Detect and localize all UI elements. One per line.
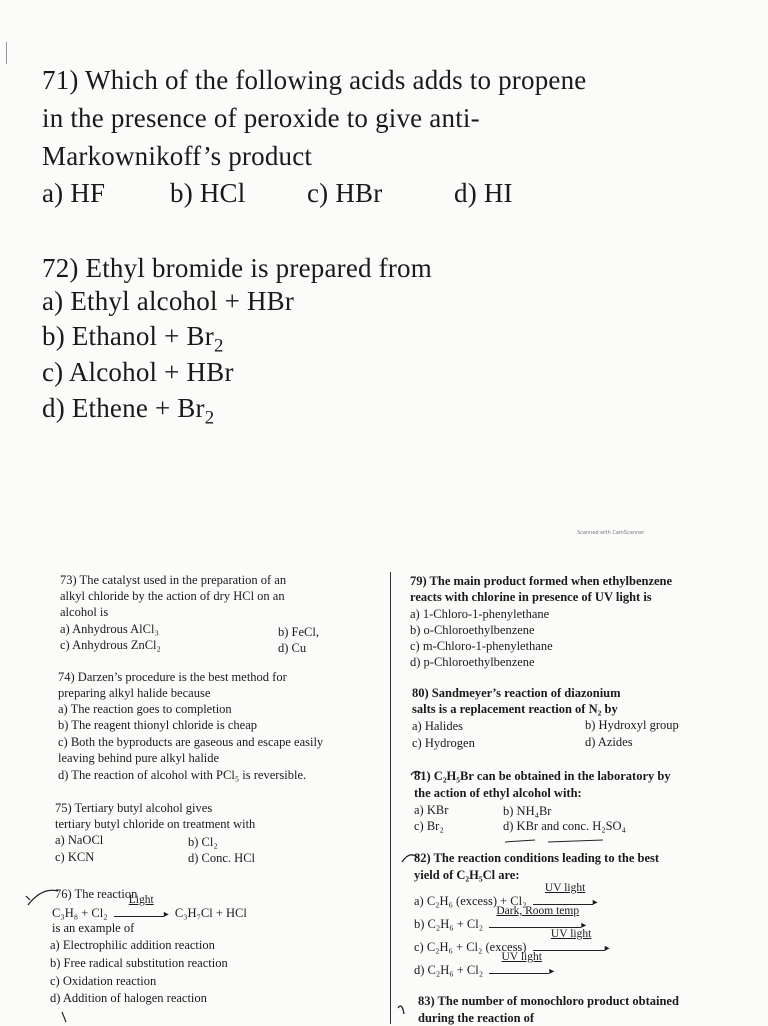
q75-option-c: c) KCN xyxy=(55,850,95,864)
q82-option-d: d) C₂H₆ + Cl₂ UV light ▸ xyxy=(414,962,557,980)
pen-mark-q81-underline xyxy=(505,840,535,842)
q76-line1: 76) The reaction xyxy=(55,887,138,901)
q75-option-d: d) Conc. HCl xyxy=(188,851,256,865)
q75-option-b: b) Cl₂ xyxy=(188,835,218,849)
q74-option-b: b) The reagent thionyl chloride is cheap xyxy=(58,718,258,732)
q82-option-b: b) C₂H₆ + Cl₂ Dark, Room temp ▸ xyxy=(414,916,589,934)
pen-mark-q76 xyxy=(28,890,58,905)
q82-line1: 82) The reaction conditions leading to the best xyxy=(414,851,660,865)
q72-title: 72) Ethyl bromide is prepared from xyxy=(42,253,432,283)
q76-line3: is an example of xyxy=(52,921,135,935)
q79-line2: reacts with chlorine in presence of UV light is xyxy=(410,590,652,604)
q73-option-a: a) Anhydrous AlCl₃ xyxy=(60,622,159,636)
reaction-arrow-icon: UV light ▸ xyxy=(533,893,598,911)
q71-line3: Markownikoff’s product xyxy=(42,141,313,171)
q79-option-a: a) 1-Chloro-1-phenylethane xyxy=(410,607,550,621)
q73-line3: alcohol is xyxy=(60,605,109,619)
pen-mark-q76-bullet xyxy=(26,896,30,900)
reaction-arrow-icon: UV light ▸ xyxy=(533,939,610,957)
q74-line1: 74) Darzen’s procedure is the best method for xyxy=(58,670,287,684)
q83-line2: during the reaction of xyxy=(418,1011,535,1025)
pen-mark-q81-underline-2 xyxy=(548,840,603,842)
q81-line2: the action of ethyl alcohol with: xyxy=(414,786,582,800)
pen-mark-q81 xyxy=(411,771,421,775)
q81-option-b: b) NH₄Br xyxy=(503,804,552,818)
q72-option-b: b) Ethanol + $Br_2$ xyxy=(42,321,224,357)
scanned-watermark: Scanned with CamScanner xyxy=(577,530,645,536)
pen-mark-q83 xyxy=(398,1006,404,1014)
q83-line1: 83) The number of monochloro product obtained xyxy=(418,994,679,1008)
q81-option-c: c) Br₂ xyxy=(414,819,444,833)
q71-option-d: d) HI xyxy=(454,178,513,208)
pen-mark-q82 xyxy=(402,855,418,862)
q76-option-a: a) Electrophilic addition reaction xyxy=(50,938,215,952)
q73-line1: 73) The catalyst used in the preparation of an xyxy=(60,573,287,587)
q80-line1: 80) Sandmeyer’s reaction of diazonium xyxy=(412,686,621,700)
q75-option-a: a) NaOCl xyxy=(55,833,104,847)
q72-option-d: d) Ethene + $Br_2$ xyxy=(42,393,215,429)
q81-option-a: a) KBr xyxy=(414,803,449,817)
q80-option-b: b) Hydroxyl group xyxy=(585,718,679,732)
q73-option-d: d) Cu xyxy=(278,641,307,655)
q76-eq-label: Light xyxy=(128,894,154,906)
q79-line1: 79) The main product formed when ethylbenzene xyxy=(410,574,673,588)
q80-option-c: c) Hydrogen xyxy=(412,736,475,750)
q75-line2: tertiary butyl chloride on treatment with xyxy=(55,817,256,831)
reaction-arrow-icon: UV light ▸ xyxy=(489,962,554,980)
q73-option-b: b) FeCl, xyxy=(278,625,319,639)
q71-option-c: c) HBr xyxy=(307,178,383,208)
q81-option-d: d) KBr and conc. H₂SO₄ xyxy=(503,819,626,833)
q74-option-a: a) The reaction goes to completion xyxy=(58,702,232,716)
q80-option-a: a) Halides xyxy=(412,719,464,733)
pen-mark-q76-tick xyxy=(62,1012,66,1022)
q74-option-c-line2: leaving behind pure alkyl halide xyxy=(58,751,220,765)
q80-line2: salts is a replacement reaction of N₂ by xyxy=(412,702,618,716)
reaction-arrow-icon: Light ▸ xyxy=(114,905,169,923)
q79-option-c: c) m-Chloro-1-phenylethane xyxy=(410,639,553,653)
q76-eq-right: C₃H₇Cl + HCl xyxy=(174,906,247,920)
q73-line2: alkyl chloride by the action of dry HCl on an xyxy=(60,589,285,603)
q71-line2: in the presence of peroxide to give anti- xyxy=(42,103,480,133)
q74-option-c-line1: c) Both the byproducts are gaseous and escape easily xyxy=(58,735,324,749)
q76-option-c: c) Oxidation reaction xyxy=(50,974,157,988)
q82-option-c: c) C₂H₆ + Cl₂ (excess) UV light ▸ xyxy=(414,939,613,957)
q71-line1: 71) Which of the following acids adds to propene xyxy=(42,65,587,95)
q74-line2: preparing alkyl halide because xyxy=(58,686,211,700)
q82-line2: yield of C₂H₅Cl are: xyxy=(414,868,520,882)
q72-option-a: a) Ethyl alcohol + HBr xyxy=(42,286,295,316)
q80-option-d: d) Azides xyxy=(585,735,633,749)
q82-option-a: a) C₂H₆ (excess) + Cl₂ UV light ▸ xyxy=(414,893,601,911)
q73-option-c: c) Anhydrous ZnCl₂ xyxy=(60,638,161,652)
q72-option-c: c) Alcohol + HBr xyxy=(42,357,234,387)
q71-option-b: b) HCl xyxy=(170,178,246,208)
q81-line1: 81) C₂H₅Br can be obtained in the laboratory by xyxy=(414,769,671,783)
q76-option-d: d) Addition of halogen reaction xyxy=(50,991,207,1005)
q79-option-d: d) p-Chloroethylbenzene xyxy=(410,655,535,669)
q79-option-b: b) o-Chloroethylbenzene xyxy=(410,623,535,637)
reaction-arrow-icon: Dark, Room temp ▸ xyxy=(489,916,586,934)
q76-eq-left: C₃H₈ + Cl₂ xyxy=(52,906,108,920)
q75-line1: 75) Tertiary butyl alcohol gives xyxy=(55,801,213,815)
q76-option-b: b) Free radical substitution reaction xyxy=(50,956,228,970)
q71-option-a: a) HF xyxy=(42,178,106,208)
q74-option-d: d) The reaction of alcohol with PCl₅ is reversible. xyxy=(58,768,307,782)
